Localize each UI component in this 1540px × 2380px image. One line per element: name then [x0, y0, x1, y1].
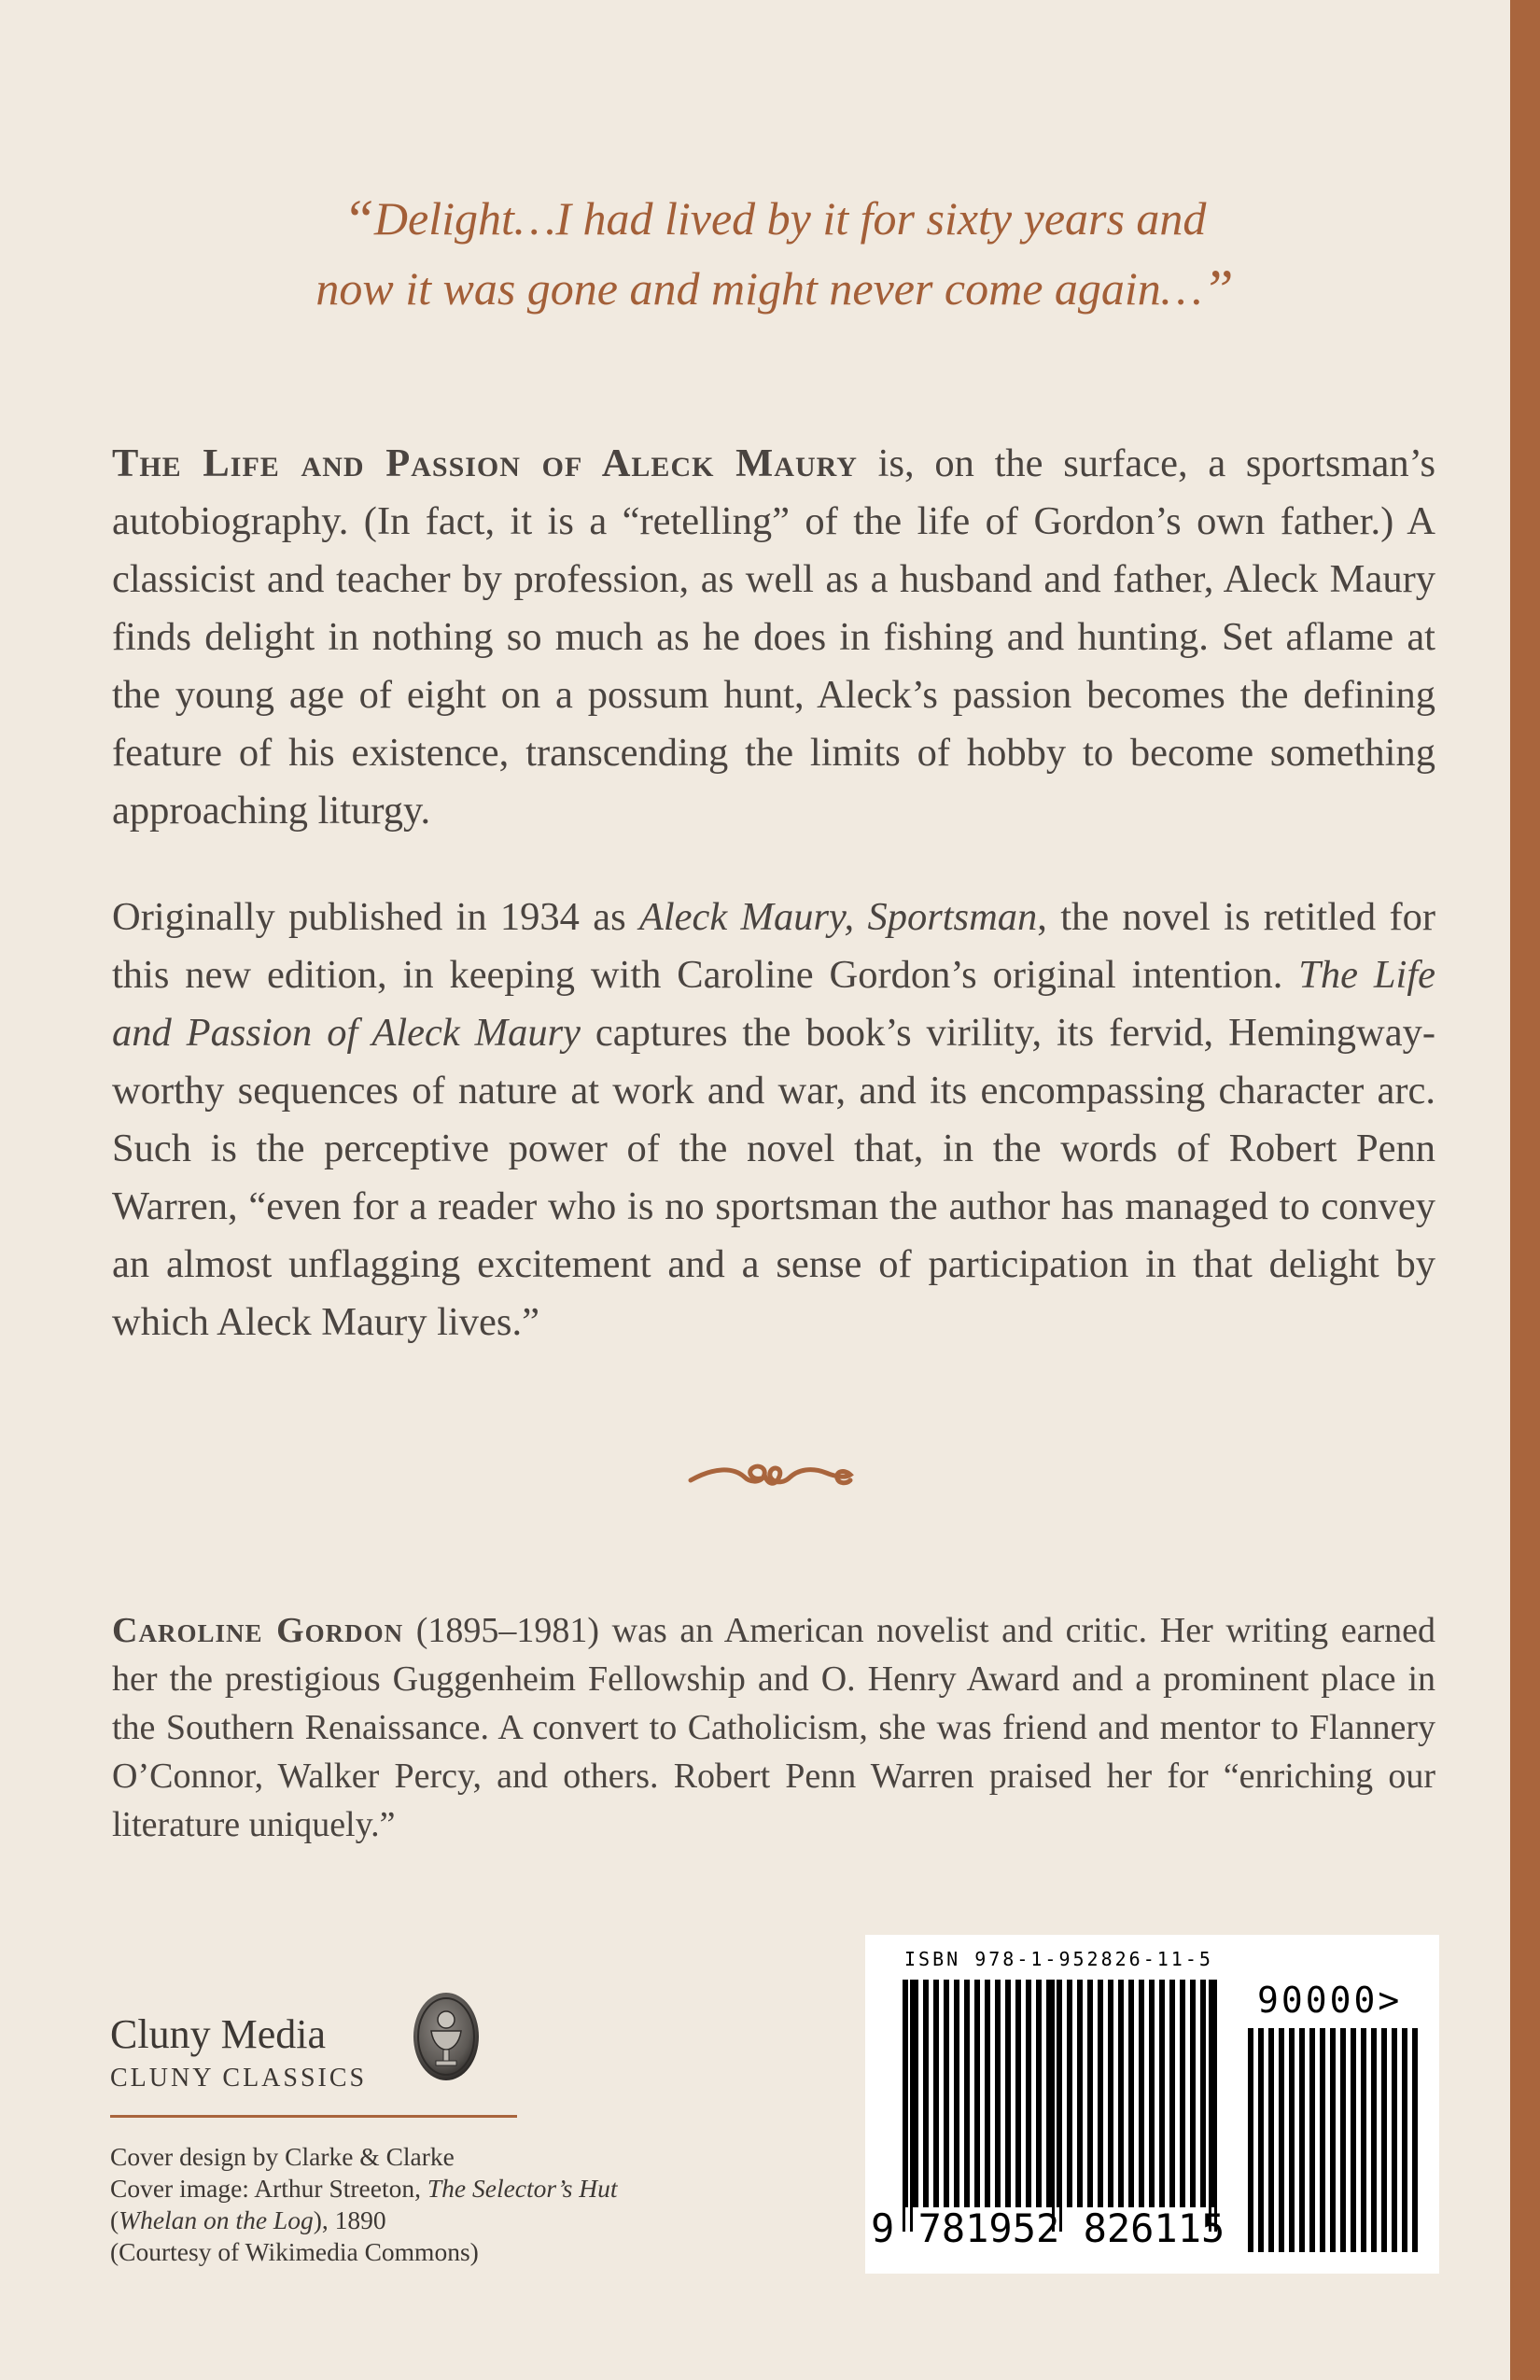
author-name-smallcaps: Caroline Gordon — [112, 1611, 404, 1650]
barcode-bar — [1149, 1980, 1155, 2207]
painting-subtitle: Whelan on the Log — [119, 2205, 314, 2234]
barcode-bar — [964, 1980, 970, 2207]
barcode-bar — [1320, 2028, 1325, 2252]
barcode-bar — [1128, 1980, 1134, 2207]
book-title-smallcaps: The Life and Passion of Aleck Maury — [112, 441, 858, 485]
barcode-bar — [1139, 1980, 1144, 2207]
barcode-bar — [1361, 2028, 1366, 2252]
close-quote-mark: ” — [1202, 259, 1234, 320]
barcode-bar — [1412, 2028, 1418, 2252]
barcode-bar — [1279, 2028, 1284, 2252]
barcode-bar — [995, 1980, 1001, 2207]
barcode-bar — [974, 1980, 980, 2207]
description-p2-text-e: captures the book’s virility, its fervid, Hemingway-worthy sequences of nature at work and war, and its encompassing character arc. Such is the perceptive power of the novel that, in the words of Robert Penn Warren, “even for a reader who is no sportsman the author has managed to convey an almost unflagging excitement and a sense of participation in that delight by which Aleck Maury lives.” — [112, 1011, 1435, 1344]
barcode-bar — [1036, 1980, 1042, 2207]
barcode-bar — [913, 1980, 918, 2207]
barcode-bar — [1026, 1980, 1031, 2207]
original-title-italic: Aleck Maury, Sportsman — [638, 895, 1038, 939]
isbn-barcode — [865, 1935, 1439, 2274]
quote-line-2: now it was gone and might never come again… — [315, 262, 1203, 315]
barcode-bar — [944, 1980, 949, 2207]
barcode-bar — [1258, 2028, 1264, 2252]
barcode-bar — [1289, 2028, 1295, 2252]
barcode-bar — [1118, 1980, 1124, 2207]
pull-quote — [168, 182, 1381, 322]
barcode-guard-bar — [1052, 1980, 1055, 2232]
publisher-divider — [110, 2115, 517, 2118]
author-bio — [112, 1606, 1435, 1849]
description-paragraph-2 — [112, 889, 1435, 1351]
cover-image-credit-text: Cover image: Arthur Streeton, — [110, 2174, 427, 2203]
description-p1-text: is, on the surface, a sportsman’s autobiography. (In fact, it is a “retelling” of the life of Gordon’s own father.) A classicist and teacher by profession, as well as a husband and father, Aleck Maury finds delight in nothing so much as he does in fishing and hunting. Set aflame at the young age of eight on a possum hunt, Aleck’s passion becomes the defining feature of his existence, transcending the limits of hobby to become something approaching liturgy. — [112, 441, 1435, 833]
cover-credits — [110, 2141, 670, 2268]
barcode-bar — [1077, 1980, 1083, 2207]
barcode-bar — [1248, 2028, 1253, 2252]
barcode-addon-digits: 90000> — [1257, 1980, 1403, 2021]
barcode-digits: 9 781952 826115 — [871, 2205, 1225, 2251]
barcode-bar — [1015, 1980, 1021, 2207]
barcode-guard-bar — [910, 1980, 913, 2232]
barcode-guard-bar — [1214, 1980, 1217, 2232]
imprint-name: CLUNY CLASSICS — [110, 2064, 368, 2093]
barcode-bar — [1087, 1980, 1093, 2207]
barcode-bar — [1200, 1980, 1206, 2207]
chalice-seal-icon — [411, 1990, 482, 2083]
painting-year: ), 1890 — [313, 2205, 386, 2234]
description-paragraph-1 — [112, 435, 1435, 840]
barcode-guard-bar — [903, 1980, 905, 2232]
barcode-bar — [1371, 2028, 1377, 2252]
barcode-guard-bar — [1059, 1980, 1062, 2232]
barcode-bar — [1067, 1980, 1072, 2207]
barcode-bar — [933, 1980, 939, 2207]
barcode-bar — [1402, 2028, 1407, 2252]
book-title-italic: The Life and Passion of Aleck Maury — [112, 953, 1435, 1055]
barcode-bar — [923, 1980, 929, 2207]
barcode-bar — [985, 1980, 990, 2207]
barcode-bar — [1340, 2028, 1346, 2252]
barcode-bar — [1381, 2028, 1387, 2252]
cover-image-subtitle — [110, 2205, 670, 2236]
author-bio-text: (1895–1981) was an American novelist and critic. Her writing earned her the prestigious Guggenheim Fellowship and O. Henry Award and a prominent place in the Southern Renaissance. A convert to Catholicism, she was friend and mentor to Flannery O’Connor, Walker Percy, and others. Robert Penn Warren praised her for “enriching our literature uniquely.” — [112, 1611, 1435, 1844]
barcode-bar — [1098, 1980, 1103, 2207]
barcode-bar — [1190, 1980, 1196, 2207]
description-p2-text-c: , the novel is retitled for this new edition, in keeping with Caroline Gordon’s original intention. — [112, 895, 1435, 997]
barcode-bar — [1330, 2028, 1336, 2252]
barcode-guard-bar — [1209, 1980, 1211, 2232]
barcode-bar — [1180, 1980, 1185, 2207]
cover-design-credit: Cover design by Clarke & Clarke — [110, 2142, 455, 2171]
barcode-bar — [1159, 1980, 1165, 2207]
barcode-bar — [954, 1980, 959, 2207]
image-courtesy: (Courtesy of Wikimedia Commons) — [110, 2237, 479, 2266]
cover-image-credit — [110, 2173, 670, 2205]
barcode-bar — [1392, 2028, 1397, 2252]
quote-line-1: Delight…I had lived by it for sixty years and — [373, 192, 1207, 245]
spine-color-strip — [1510, 0, 1540, 2380]
barcode-bar — [1299, 2028, 1305, 2252]
publisher-name: Cluny Media — [110, 2011, 326, 2057]
painting-title: The Selector’s Hut — [427, 2174, 618, 2203]
description-p2-text-a: Originally published in 1934 as — [112, 895, 639, 939]
barcode-bar — [1046, 1980, 1052, 2207]
isbn-label: ISBN 978-1-952826-11-5 — [904, 1948, 1213, 1970]
barcode-bar — [1351, 2028, 1356, 2252]
paren-open: ( — [110, 2205, 119, 2234]
barcode-bar — [1005, 1980, 1011, 2207]
barcode-bar — [1309, 2028, 1315, 2252]
barcode-bar — [1268, 2028, 1274, 2252]
barcode-bar — [1108, 1980, 1113, 2207]
flourish-ornament-icon — [686, 1449, 854, 1501]
open-quote-mark: “ — [343, 189, 374, 250]
barcode-bar — [1169, 1980, 1175, 2207]
